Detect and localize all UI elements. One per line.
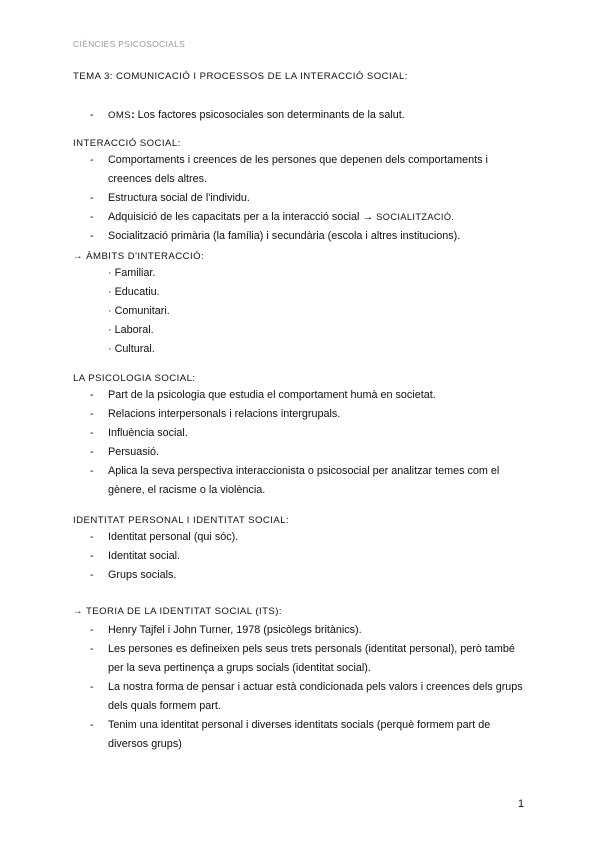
list-dash: - — [90, 109, 94, 121]
list-item-text: Tenim una identitat personal i diverses identitats socials (perquè formem part de diversos grups) — [108, 719, 491, 750]
section-heading-teoria: → TEORIA DE LA IDENTITAT SOCIAL (ITS): — [73, 606, 283, 617]
section-heading-ambits: → ÀMBITS D'INTERACCIÓ: — [73, 251, 205, 262]
list-dash: - — [90, 643, 94, 655]
list-item-text: Comportaments i creences de les persones que depenen dels comportaments i creences dels altres. — [108, 154, 488, 185]
list-dash: - — [90, 569, 94, 581]
list-dash: - — [90, 427, 94, 439]
list-item-text: Relacions interpersonals i relacions intergrupals. — [108, 408, 341, 420]
section-heading-interaccio: INTERACCIÓ SOCIAL: — [73, 138, 181, 149]
section-heading-identitat: IDENTITAT PERSONAL I IDENTITAT SOCIAL: — [73, 515, 290, 526]
list-dash: - — [90, 408, 94, 420]
list-item-text-main: Adquisició de les capacitats per a la interacció social → — [108, 211, 377, 223]
list-dash: - — [90, 550, 94, 562]
page-title: TEMA 3: COMUNICACIÓ I PROCESSOS DE LA INTERACCIÓ SOCIAL: — [73, 71, 408, 82]
list-dash: - — [90, 624, 94, 636]
section-heading-psicologia: LA PSICOLOGIA SOCIAL: — [73, 373, 196, 384]
list-dash: - — [90, 681, 94, 693]
page-number: 1 — [518, 798, 525, 810]
list-dash: - — [90, 154, 94, 166]
list-dash: - — [90, 389, 94, 401]
list-item-text: Persuasió. — [108, 446, 160, 458]
list-dash: - — [90, 465, 94, 477]
list-item-text: Grups socials. — [108, 569, 177, 581]
list-item-text: Henry Tajfel i John Turner, 1978 (psicòlegs britànics). — [108, 624, 362, 636]
list-dash: - — [90, 446, 94, 458]
ambit-item: · Familiar. — [108, 267, 156, 279]
oms-text: Los factores psicosociales son determinants de la salut. — [134, 109, 405, 121]
ambit-item: · Laboral. — [108, 324, 154, 336]
list-item-text: Part de la psicologia que estudia el comportament humà en societat. — [108, 389, 436, 401]
list-item-text — [108, 208, 528, 227]
list-dash: - — [90, 531, 94, 543]
list-item-text — [108, 106, 528, 125]
list-dash: - — [90, 192, 94, 204]
list-item-text: Aplica la seva perspectiva interaccionista o psicosocial per analitzar temes com el gènere, el racisme o la violència. — [108, 465, 500, 496]
oms-abbreviation: OMS — [108, 110, 132, 121]
list-item-text: Estructura social de l'individu. — [108, 192, 250, 204]
list-dash: - — [90, 719, 94, 731]
list-dash: - — [90, 230, 94, 242]
ambit-item: · Educatiu. — [108, 286, 160, 298]
list-item-text: Identitat personal (qui sóc). — [108, 531, 239, 543]
oms-colon: : — [131, 109, 135, 121]
running-header: CIÈNCIES PSICOSOCIALS — [73, 39, 186, 49]
list-item-text: Influència social. — [108, 427, 188, 439]
ambit-item: · Cultural. — [108, 343, 155, 355]
list-item-text: Identitat social. — [108, 550, 181, 562]
list-dash: - — [90, 211, 94, 223]
list-item-text: La nostra forma de pensar i actuar està condicionada pels valors i creences dels grups dels quals formem part. — [108, 681, 523, 712]
list-item-text: Les persones es defineixen pels seus trets personals (identitat personal), però també per la seva pertinença a grups socials (identitat social). — [108, 643, 515, 674]
list-item-text: Socialització primària (la família) i secundària (escola i altres institucions). — [108, 230, 461, 242]
socialitzacio-term: SOCIALITZACIÓ. — [376, 212, 455, 222]
ambit-item: · Comunitari. — [108, 305, 170, 317]
